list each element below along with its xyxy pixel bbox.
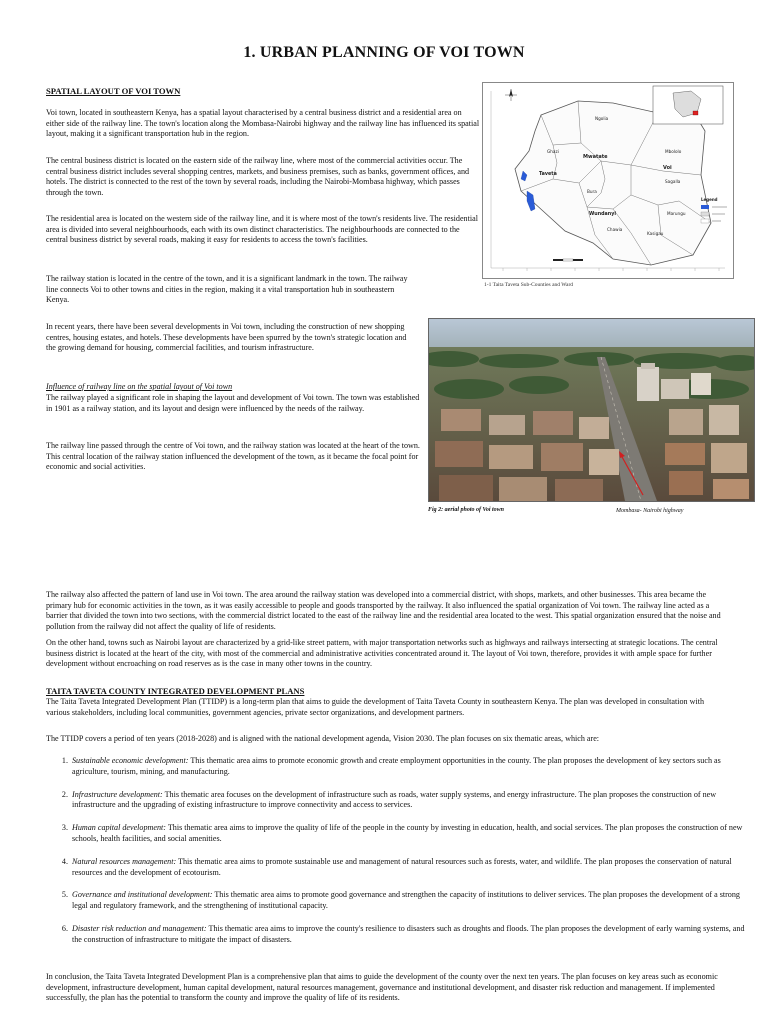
map-caption: 1-1 Taita Taveta Sub-Counties and Ward	[484, 282, 574, 288]
list-item: 3. Human capital development: This thematic area aims to improve the quality of life of the people in the county by investing in education, health, and social services. The plan proposes the construction of new schools, health facilities, and social amenities.	[70, 823, 750, 845]
ttidp-paragraph-1: The Taita Taveta Integrated Development Plan (TTIDP) is a long-term plan that aims to guide the development of Taita Taveta County in southeastern Kenya. The plan was developed in consultation with various stakeholders, including local communities, government agencies, private sector organizations, and development partners.	[46, 697, 705, 717]
page-title: 1. URBAN PLANNING OF VOI TOWN	[243, 44, 525, 61]
map-label-ngolia: Ngolia	[595, 116, 609, 121]
influence-subheading: Influence of railway line on the spatial layout of Voi town	[46, 382, 233, 391]
scale-bar	[553, 259, 583, 261]
map-label-mbololo: Mbololo	[665, 149, 682, 154]
spatial-paragraph-2: The central business district is located on the eastern side of the railway line, where most of the commercial activities occur. The central business district includes several shopping centres, markets, and business premises, such as banks, government offices, and hotels. The district is connected to the rest of the town by several roads, including the Nairobi-Mombasa highway, which passes through the town.	[46, 156, 470, 197]
spatial-paragraph-4: The railway station is located in the centre of the town, and it is a significant landmark in the town. The railway line connects Voi to other towns and cities in the region, making it a vital transportation hub in southeastern Kenya.	[46, 274, 408, 305]
map-label-bura: Bura	[587, 189, 597, 194]
map-label-kasigau: Kasigau	[647, 231, 664, 236]
spatial-layout-heading: SPATIAL LAYOUT OF VOI TOWN	[46, 86, 181, 96]
spatial-paragraph-3: The residential area is located on the western side of the railway line, and it is where most of the town's residents live. The residential area is divided into several neighbourhoods, each with its own distinct characteristics. The neighbourhoods are connected to the central business district by several roads, making it easy for residents to access the town's facilities.	[46, 214, 478, 245]
taita-taveta-map	[482, 82, 734, 279]
map-label-wundanyi: Wundanyi	[589, 212, 616, 217]
map-label-taveta: Taveta	[539, 172, 557, 177]
influence-paragraph-3: The railway also affected the pattern of land use in Voi town. The area around the railway station was developed into a commercial district, with shops, markets, and other businesses. This area became the primary hub for economic activities in the town, as it was easily accessible to people and goods transported by the railway. It also influenced the spatial organization of Voi town. The railway line acted as a barrier that divided the town into two sections, with the commercial district located to the east of the railway line and the residential area located to the west. This spatial organization ensured that the noise and pollution from the railway did not affect the quality of life of residents.	[46, 590, 721, 631]
highway-label: Mombasa- Nairobi highway	[616, 508, 684, 514]
map-label-voi: Voi	[663, 165, 672, 171]
photo-caption: Fig 2: aerial photo of Voi town	[428, 507, 505, 513]
influence-paragraph-2: The railway line passed through the centre of Voi town, and the railway station was located at the heart of the town. This central location of the railway station influenced the development of the town, as it became the focal point for economic and social activities.	[46, 441, 420, 472]
spatial-paragraph-1: Voi town, located in southeastern Kenya, has a spatial layout characterised by a central business district and a residential area on either side of the railway line. The town's location along the Mombasa-Nairobi highway and the railway line has influenced its spatial layout, making it a significant transportation hub in the region.	[46, 108, 480, 139]
ttidp-heading: TAITA TAVETA COUNTY INTEGRATED DEVELOPMENT PLANS	[46, 686, 305, 696]
spatial-paragraph-5: In recent years, there have been several developments in Voi town, including the construction of new shopping centres, housing estates, and hotels. These developments have been spurred by the town's strategic location and the growing demand for housing, commercial facilities, and tourism infrastructure.	[46, 322, 407, 353]
list-item: 4. Natural resources management: This thematic area aims to promote sustainable use and management of natural resources such as forests, water, and wildlife. The plan proposes the conservation of natural resources and the development of ecotourism.	[70, 857, 750, 879]
map-label-marungu: Marungu	[667, 211, 686, 216]
map-label-ghazi: Ghazi	[547, 149, 559, 154]
map-legend-title: Legend	[701, 197, 718, 202]
aerial-photo-voi	[428, 318, 755, 502]
influence-paragraph-1: The railway played a significant role in shaping the layout and development of Voi town. The town was established in 1901 as a railway station, and its layout and design were influenced by the needs of the railway.	[46, 393, 420, 413]
list-item: 1. Sustainable economic development: This thematic area aims to promote economic growth and create employment opportunities in the county. The plan proposes the development of key sectors such as agriculture, tourism, mining, and manufacturing.	[70, 756, 750, 778]
map-label-mwatate: Mwatate	[583, 154, 608, 160]
list-item: 6. Disaster risk reduction and management: This thematic area aims to improve the county's resilience to disasters such as droughts and floods. The plan proposes the development of early warning systems, and the construction of infrastructure to mitigate the impact of disasters.	[70, 924, 750, 946]
ttidp-paragraph-2: The TTIDP covers a period of ten years (2018-2028) and is aligned with the national development agenda, Vision 2030. The plan focuses on six thematic areas, which are:	[46, 734, 600, 743]
map-label-chawia: Chawia	[607, 227, 623, 232]
influence-paragraph-4: On the other hand, towns such as Nairobi layout are characterized by a grid-like street pattern, with major transportation networks such as highways and railways intersecting at strategic locations. The central business district is located at the heart of the city, with most of the commercial and administrative activities concentrated around it. The layout of Voi town, therefore, provides it with ample space for further development without encroaching on road reserves as is the case in many other towns in the country.	[46, 638, 718, 669]
ttidp-conclusion: In conclusion, the Taita Taveta Integrated Development Plan is a comprehensive plan that aims to guide the development of the county over the next ten years. The plan focuses on key areas such as economic development, infrastructure development, human capital development, natural resources management, governance and institutional development, and disaster risk reduction and management. If implemented successfully, the plan has the potential to transform the county and improve the quality of life of its residents.	[46, 972, 718, 1003]
list-item: 2. Infrastructure development: This thematic area focuses on the development of infrastructure such as roads, water supply systems, and energy infrastructure. The plan proposes the construction of new infrastructure and the upgrading of existing infrastructure to improve connectivity and access to services.	[70, 790, 750, 812]
map-label-sagalla: Sagalla	[665, 179, 681, 184]
list-item: 5. Governance and institutional development: This thematic area aims to promote good governance and strengthen the capacity of institutions to deliver services. The plan proposes the development of a strong legal and regulatory framework, and the strengthening of institutional capacity.	[70, 890, 750, 912]
thematic-areas-list	[46, 756, 750, 958]
